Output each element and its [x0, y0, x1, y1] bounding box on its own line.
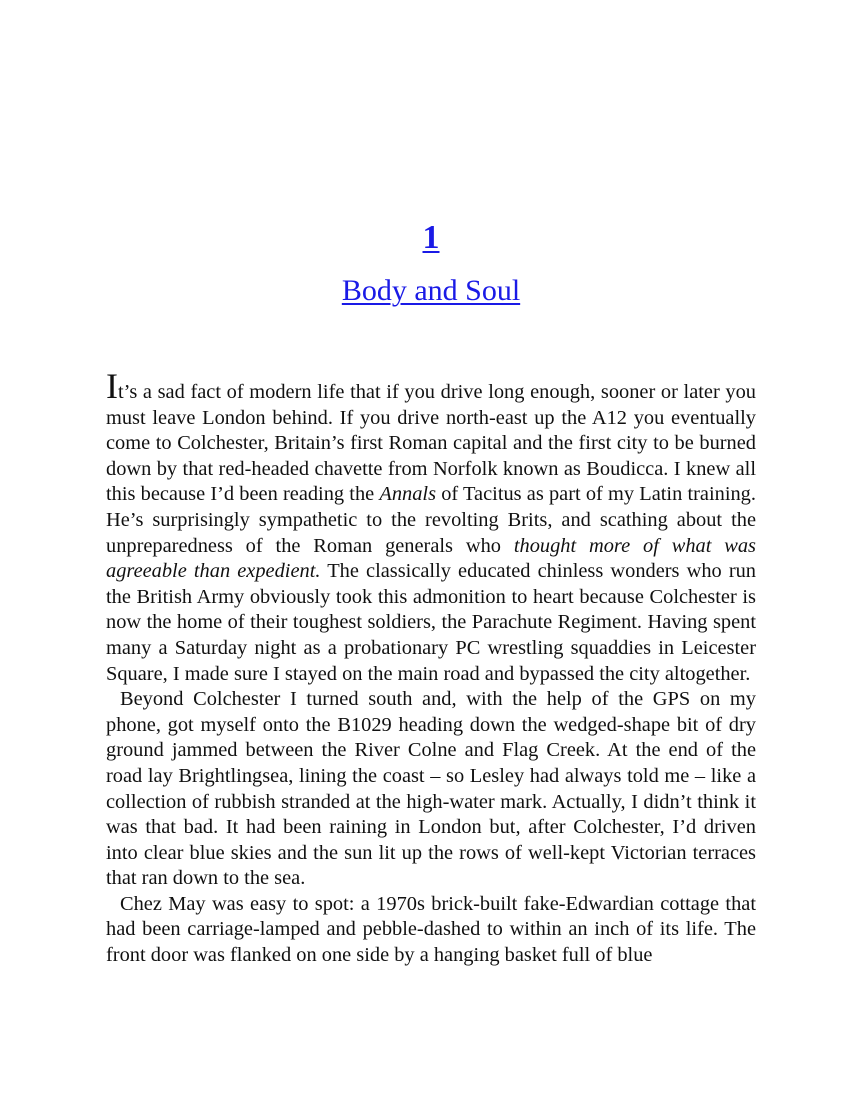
chapter-title: [0, 272, 862, 310]
chapter-number-link[interactable]: 1: [422, 219, 440, 256]
paragraph-2: Beyond Colchester I turned south and, with the help of the GPS on my phone, got myself onto the B1029 heading down the wedged-shape bit of dry ground jammed between the River Colne and Flag Creek. At the end of the road lay Brightlingsea, lining the coast – so Lesley had always told me – like a collection of rubbish stranded at the high-water mark. Actually, I didn’t think it was that bad. It had been raining in London but, after Colchester, I’d driven into clear blue skies and the sun lit up the rows of well-kept Victorian terraces that ran down to the sea.: [106, 688, 756, 890]
paragraph-1: [106, 366, 757, 687]
chapter-body: [106, 366, 757, 969]
chapter-number: [0, 218, 862, 258]
drop-cap: I: [106, 366, 118, 406]
paragraph-1-part-1: t’s a sad fact of modern life that if you drive long enough, sooner or later you must leave London behind. If you drive north-east up the A12 you eventually come to Colchester, Britain’s first Roman capital and the first city to be burned down by that red-headed chavette from Norfolk known as Boudicca. I knew all this because I’d been reading the: [106, 381, 756, 506]
chapter-title-link[interactable]: Body and Soul: [341, 274, 521, 307]
paragraph-1-part-2: of Tacitus as part of my Latin training. He’s surprisingly sympathetic to the revolting Brits, and scathing about the unpreparedness of the Roman generals who: [106, 483, 756, 557]
italic-annals: Annals: [379, 483, 437, 506]
paragraph-3: Chez May was easy to spot: a 1970s brick-built fake-Edwardian cottage that had been carriage-lamped and pebble-dashed to within an inch of its life. The front door was flanked on one side by a hanging basket full of blue: [106, 892, 756, 967]
italic-quote: thought more of what was agreeable than expedient.: [106, 534, 756, 583]
paragraph-1-part-3: The classically educated chinless wonders who run the British Army obviously took this admonition to heart because Colchester is now the home of their toughest soldiers, the Parachute Regiment. Having spent many a Saturday night as a probationary PC wrestling squaddies in Leicester Square, I made sure I stayed on the main road and bypassed the city altogether.: [106, 560, 757, 685]
